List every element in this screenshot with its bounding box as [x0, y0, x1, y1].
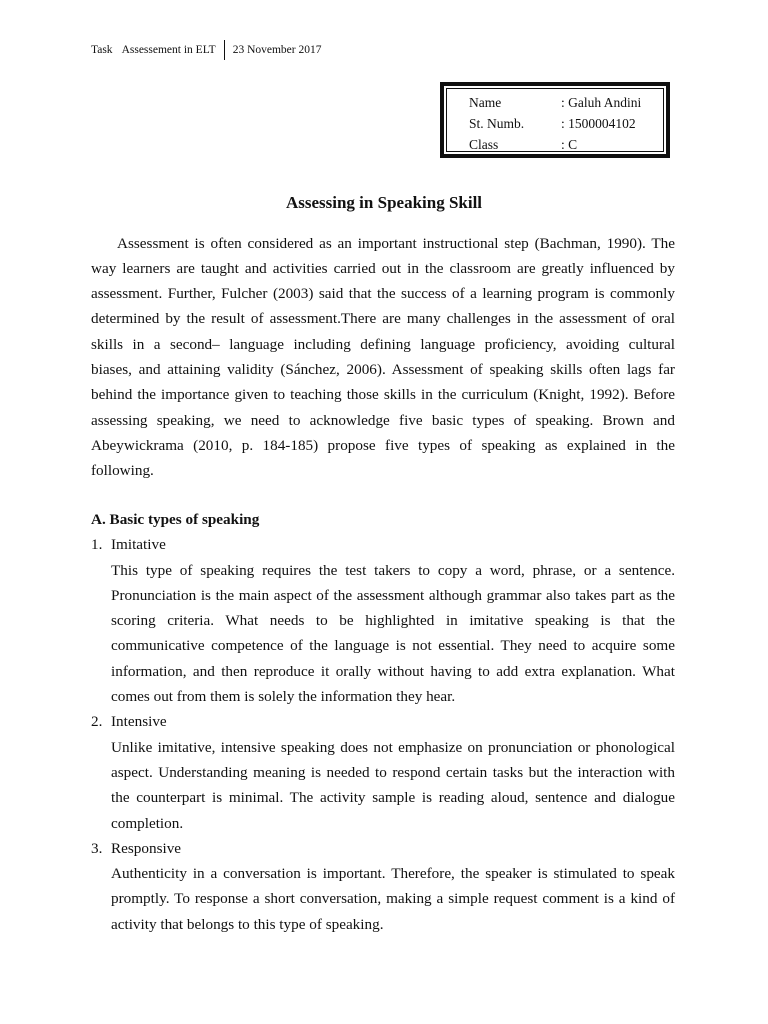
list-number: 2.	[91, 713, 103, 731]
header-task: Task	[91, 44, 113, 56]
text-line: Abeywickrama (2010, p. 184-185) propose five types of speaking as explained in the	[91, 436, 675, 454]
text-line: biases, and attaining validity (Sánchez, 2006). Assessment of speaking skills often lags far	[91, 360, 675, 378]
section-heading: A. Basic types of speaking	[91, 511, 260, 528]
id-value: : Galuh Andini	[561, 95, 642, 110]
text-line: aspect. Understanding meaning is needed to respond certain tasks but the interaction with	[111, 763, 675, 781]
text-line: the counterpart is minimal. The activity sample is reading aloud, sentence and dialogue	[111, 789, 675, 807]
text-line: communicative competence of the language is not essential. They need to acquire some	[111, 637, 675, 655]
text-line: This type of speaking requires the test takers to copy a word, phrase, or a sentence.	[111, 561, 675, 579]
list-item-heading	[91, 532, 675, 557]
list-item	[91, 532, 675, 709]
list-title: Responsive	[111, 839, 182, 857]
id-label: St. Numb.	[469, 116, 525, 131]
list-item-heading	[91, 836, 675, 861]
list-title: Imitative	[111, 536, 166, 554]
text-line: activity that belongs to this type of speaking.	[111, 915, 384, 933]
text-line: completion.	[111, 814, 184, 832]
list-item	[91, 836, 675, 937]
header-divider	[224, 40, 225, 60]
list-title: Intensive	[111, 713, 167, 731]
text-line: way learners are taught and activities carried out in the classroom are greatly influenced by	[91, 259, 675, 277]
id-row	[469, 134, 663, 155]
text-line: Unlike imitative, intensive speaking does not emphasize on pronunciation or phonological	[111, 738, 675, 756]
header-date: 23 November 2017	[232, 44, 322, 56]
list-number: 1.	[91, 536, 103, 554]
text-line: assessment. Further, Fulcher (2003) said that the success of a learning program is commonly	[91, 285, 675, 303]
text-line: Assessment is often considered as an important instructional step (Bachman, 1990). The	[117, 234, 675, 252]
id-value: : C	[561, 137, 578, 152]
list-item-heading	[91, 709, 675, 734]
text-line: skills in a second– language including defining language proficiency, avoiding cultural	[91, 335, 675, 353]
student-id-box	[440, 82, 670, 158]
intro-paragraph	[91, 231, 675, 484]
id-row	[469, 92, 663, 113]
text-line: Authenticity in a conversation is important. Therefore, the speaker is stimulated to speak	[111, 865, 675, 883]
id-value: : 1500004102	[561, 116, 636, 131]
document-title: Assessing in Speaking Skill	[285, 193, 483, 212]
list-number: 3.	[91, 839, 103, 857]
text-line: scoring criteria. What needs to be highlighted in imitative speaking is that the	[111, 612, 675, 630]
text-line: comes out from them is solely the information they hear.	[111, 688, 456, 706]
text-line: Pronunciation is the main aspect of the assessment although grammar also takes part as the	[111, 586, 675, 604]
page-header	[91, 40, 321, 60]
id-row	[469, 113, 663, 134]
id-label: Class	[469, 137, 499, 152]
text-line: following.	[91, 462, 154, 480]
text-line: behind the importance given to teaching those skills in the curriculum (Knight, 1992). Before	[91, 386, 675, 404]
id-label: Name	[469, 95, 502, 110]
text-line: information, and then reproduce it orally without having to add extra explanation. What	[111, 662, 675, 680]
header-course: Assessement in ELT	[121, 44, 216, 56]
text-line: assessing speaking, we need to acknowledge five basic types of speaking. Brown and	[91, 411, 675, 429]
text-line: promptly. To response a short conversation, making a simple request comment is a kind of	[111, 890, 675, 908]
section-a	[91, 507, 675, 937]
list-item	[91, 709, 675, 835]
text-line: determined by the result of assessment.There are many challenges in the assessment of oral	[91, 310, 675, 328]
